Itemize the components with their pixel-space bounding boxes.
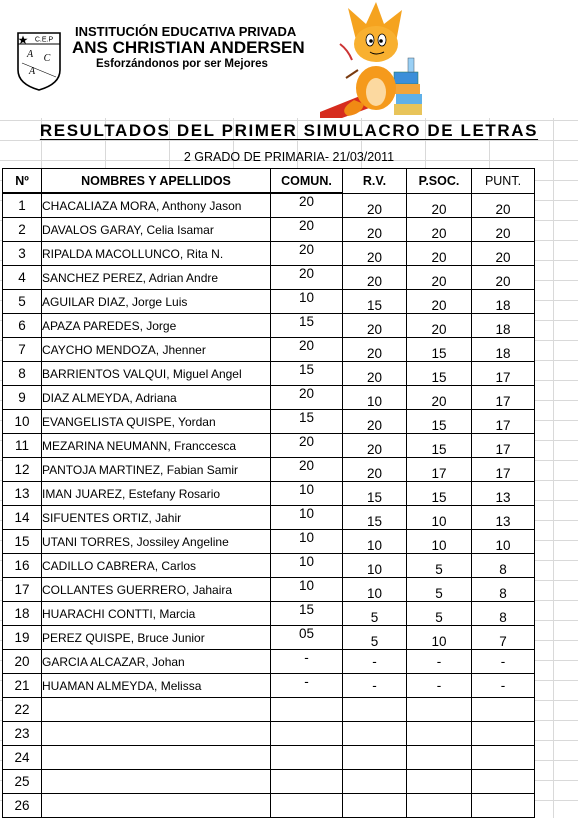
table-row	[3, 266, 535, 290]
row-number: 9	[3, 386, 42, 410]
table-row	[3, 458, 535, 482]
row-number: 6	[3, 314, 42, 338]
student-name: DIAZ ALMEYDA, Adriana	[42, 386, 271, 410]
rv-score: 15	[343, 506, 407, 530]
punt-score: 17	[472, 458, 535, 482]
svg-text:A: A	[26, 49, 34, 60]
row-number: 7	[3, 338, 42, 362]
comun-score: 05	[271, 626, 343, 650]
row-number: 1	[3, 193, 42, 218]
col-header-punt: PUNT.	[472, 169, 535, 194]
row-number: 11	[3, 434, 42, 458]
punt-score: 8	[472, 554, 535, 578]
psoc-score: 10	[407, 506, 472, 530]
table-row	[3, 554, 535, 578]
student-name: CADILLO CABRERA, Carlos	[42, 554, 271, 578]
comun-score: 20	[271, 193, 343, 218]
school-crest-logo	[14, 30, 64, 92]
rv-score: 20	[343, 242, 407, 266]
svg-text:C: C	[43, 53, 51, 64]
psoc-score: 5	[407, 578, 472, 602]
psoc-score: 20	[407, 386, 472, 410]
psoc-score: 15	[407, 338, 472, 362]
student-name: CAYCHO MENDOZA, Jhenner	[42, 338, 271, 362]
table-row	[3, 602, 535, 626]
psoc-score	[407, 794, 472, 818]
psoc-score: 15	[407, 482, 472, 506]
rv-score: 20	[343, 218, 407, 242]
table-row	[3, 530, 535, 554]
col-header-names: NOMBRES Y APELLIDOS	[42, 169, 271, 194]
student-name: PANTOJA MARTINEZ, Fabian Samir	[42, 458, 271, 482]
comun-score: 20	[271, 434, 343, 458]
comun-score: 10	[271, 290, 343, 314]
rv-score	[343, 698, 407, 722]
table-row	[3, 193, 535, 218]
col-header-psoc: P.SOC.	[407, 169, 472, 194]
rv-score: 10	[343, 554, 407, 578]
rv-score: 5	[343, 602, 407, 626]
punt-score: 17	[472, 434, 535, 458]
punt-score	[472, 746, 535, 770]
table-row	[3, 314, 535, 338]
row-number: 23	[3, 722, 42, 746]
table-row	[3, 218, 535, 242]
psoc-score	[407, 722, 472, 746]
punt-score	[472, 794, 535, 818]
punt-score: 17	[472, 362, 535, 386]
psoc-score: 5	[407, 554, 472, 578]
student-name: AGUILAR DIAZ, Jorge Luis	[42, 290, 271, 314]
rv-score	[343, 722, 407, 746]
comun-score	[271, 794, 343, 818]
row-number: 24	[3, 746, 42, 770]
svg-text:C.E.P: C.E.P	[34, 36, 54, 44]
table-row	[3, 434, 535, 458]
row-number: 12	[3, 458, 42, 482]
student-name	[42, 770, 271, 794]
comun-score: 20	[271, 218, 343, 242]
table-row	[3, 362, 535, 386]
student-name	[42, 794, 271, 818]
comun-score: 15	[271, 410, 343, 434]
punt-score: 18	[472, 314, 535, 338]
student-name: EVANGELISTA QUISPE, Yordan	[42, 410, 271, 434]
punt-score	[472, 698, 535, 722]
rv-score: 20	[343, 410, 407, 434]
row-number: 8	[3, 362, 42, 386]
student-name: HUAMAN ALMEYDA, Melissa	[42, 674, 271, 698]
psoc-score: 15	[407, 410, 472, 434]
comun-score: -	[271, 674, 343, 698]
rv-score: -	[343, 650, 407, 674]
header	[0, 0, 578, 118]
psoc-score: 20	[407, 242, 472, 266]
row-number: 25	[3, 770, 42, 794]
col-header-number: Nº	[3, 169, 42, 194]
comun-score: 20	[271, 266, 343, 290]
student-name	[42, 746, 271, 770]
table-row	[3, 650, 535, 674]
rv-score: -	[343, 674, 407, 698]
punt-score: -	[472, 674, 535, 698]
rv-score: 20	[343, 314, 407, 338]
punt-score: 20	[472, 193, 535, 218]
table-row	[3, 410, 535, 434]
comun-score: 10	[271, 578, 343, 602]
rv-score: 15	[343, 482, 407, 506]
student-name: APAZA PAREDES, Jorge	[42, 314, 271, 338]
table-header-row	[3, 169, 535, 194]
psoc-score: 10	[407, 626, 472, 650]
student-name: RIPALDA MACOLLUNCO, Rita N.	[42, 242, 271, 266]
rv-score	[343, 794, 407, 818]
table-row	[3, 626, 535, 650]
punt-score: 10	[472, 530, 535, 554]
student-name: SANCHEZ PEREZ, Adrian Andre	[42, 266, 271, 290]
psoc-score	[407, 746, 472, 770]
comun-score: 10	[271, 482, 343, 506]
punt-score: 7	[472, 626, 535, 650]
student-name: DAVALOS GARAY, Celia Isamar	[42, 218, 271, 242]
punt-score: 13	[472, 482, 535, 506]
student-name: SIFUENTES ORTIZ, Jahir	[42, 506, 271, 530]
table-row	[3, 338, 535, 362]
comun-score: 10	[271, 554, 343, 578]
rv-score: 20	[343, 458, 407, 482]
punt-score: 13	[472, 506, 535, 530]
punt-score: 8	[472, 602, 535, 626]
student-name: HUARACHI CONTTI, Marcia	[42, 602, 271, 626]
psoc-score: 20	[407, 218, 472, 242]
comun-score	[271, 722, 343, 746]
col-header-rv: R.V.	[343, 169, 407, 194]
row-number: 26	[3, 794, 42, 818]
psoc-score: 10	[407, 530, 472, 554]
page-title: RESULTADOS DEL PRIMER SIMULACRO DE LETRAS	[39, 121, 539, 140]
comun-score: 10	[271, 530, 343, 554]
table-row	[3, 794, 535, 818]
row-number: 10	[3, 410, 42, 434]
row-number: 16	[3, 554, 42, 578]
row-number: 13	[3, 482, 42, 506]
rv-score: 20	[343, 434, 407, 458]
comun-score: 10	[271, 506, 343, 530]
student-name: IMAN JUAREZ, Estefany Rosario	[42, 482, 271, 506]
comun-score: 15	[271, 602, 343, 626]
table-row	[3, 698, 535, 722]
psoc-score: 20	[407, 314, 472, 338]
comun-score	[271, 746, 343, 770]
row-number: 18	[3, 602, 42, 626]
rv-score: 20	[343, 338, 407, 362]
row-number: 19	[3, 626, 42, 650]
rv-score: 20	[343, 266, 407, 290]
psoc-score: 17	[407, 458, 472, 482]
punt-score: 18	[472, 338, 535, 362]
punt-score	[472, 722, 535, 746]
row-number: 5	[3, 290, 42, 314]
comun-score: -	[271, 650, 343, 674]
rv-score: 15	[343, 290, 407, 314]
punt-score: 20	[472, 242, 535, 266]
student-name: UTANI TORRES, Jossiley Angeline	[42, 530, 271, 554]
institution-name: ANS CHRISTIAN ANDERSEN	[72, 38, 305, 57]
rv-score: 10	[343, 578, 407, 602]
fox-mascot-illustration	[318, 0, 438, 118]
comun-score: 15	[271, 362, 343, 386]
punt-score: 18	[472, 290, 535, 314]
table-row	[3, 482, 535, 506]
psoc-score: 20	[407, 266, 472, 290]
psoc-score: 20	[407, 290, 472, 314]
psoc-score: -	[407, 674, 472, 698]
table-row	[3, 722, 535, 746]
comun-score: 15	[271, 314, 343, 338]
rv-score: 20	[343, 193, 407, 218]
comun-score: 20	[271, 242, 343, 266]
rv-score: 10	[343, 386, 407, 410]
table-row	[3, 746, 535, 770]
psoc-score: 15	[407, 434, 472, 458]
row-number: 3	[3, 242, 42, 266]
row-number: 21	[3, 674, 42, 698]
student-name: CHACALIAZA MORA, Anthony Jason	[42, 193, 271, 218]
row-number: 4	[3, 266, 42, 290]
comun-score	[271, 770, 343, 794]
punt-score: 20	[472, 266, 535, 290]
comun-score: 20	[271, 458, 343, 482]
punt-score: 17	[472, 386, 535, 410]
table-row	[3, 290, 535, 314]
student-name	[42, 698, 271, 722]
psoc-score: 5	[407, 602, 472, 626]
student-name: GARCIA ALCAZAR, Johan	[42, 650, 271, 674]
row-number: 17	[3, 578, 42, 602]
table-row	[3, 674, 535, 698]
rv-score	[343, 746, 407, 770]
comun-score: 20	[271, 386, 343, 410]
institution-motto: Esforzándonos por ser Mejores	[96, 58, 268, 70]
row-number: 2	[3, 218, 42, 242]
student-name: PEREZ QUISPE, Bruce Junior	[42, 626, 271, 650]
rv-score: 10	[343, 530, 407, 554]
punt-score	[472, 770, 535, 794]
svg-text:A: A	[28, 66, 36, 77]
student-name: MEZARINA NEUMANN, Franccesca	[42, 434, 271, 458]
student-name	[42, 722, 271, 746]
punt-score: 20	[472, 218, 535, 242]
table-row	[3, 770, 535, 794]
rv-score: 5	[343, 626, 407, 650]
table-row	[3, 578, 535, 602]
rv-score: 20	[343, 362, 407, 386]
psoc-score: 20	[407, 193, 472, 218]
psoc-score: -	[407, 650, 472, 674]
row-number: 20	[3, 650, 42, 674]
table-row	[3, 506, 535, 530]
row-number: 22	[3, 698, 42, 722]
psoc-score	[407, 698, 472, 722]
rv-score	[343, 770, 407, 794]
col-header-comun: COMUN.	[271, 169, 343, 194]
page-subtitle: 2 GRADO DE PRIMARIA- 21/03/2011	[183, 150, 395, 164]
table-row	[3, 242, 535, 266]
results-table	[2, 168, 535, 818]
student-name: BARRIENTOS VALQUI, Miguel Angel	[42, 362, 271, 386]
comun-score: 20	[271, 338, 343, 362]
table-body	[3, 193, 535, 818]
psoc-score	[407, 770, 472, 794]
punt-score: 17	[472, 410, 535, 434]
row-number: 14	[3, 506, 42, 530]
row-number: 15	[3, 530, 42, 554]
punt-score: 8	[472, 578, 535, 602]
institution-type: INSTITUCIÓN EDUCATIVA PRIVADA	[75, 24, 297, 39]
punt-score: -	[472, 650, 535, 674]
comun-score	[271, 698, 343, 722]
table-row	[3, 386, 535, 410]
psoc-score: 15	[407, 362, 472, 386]
student-name: COLLANTES GUERRERO, Jahaira	[42, 578, 271, 602]
